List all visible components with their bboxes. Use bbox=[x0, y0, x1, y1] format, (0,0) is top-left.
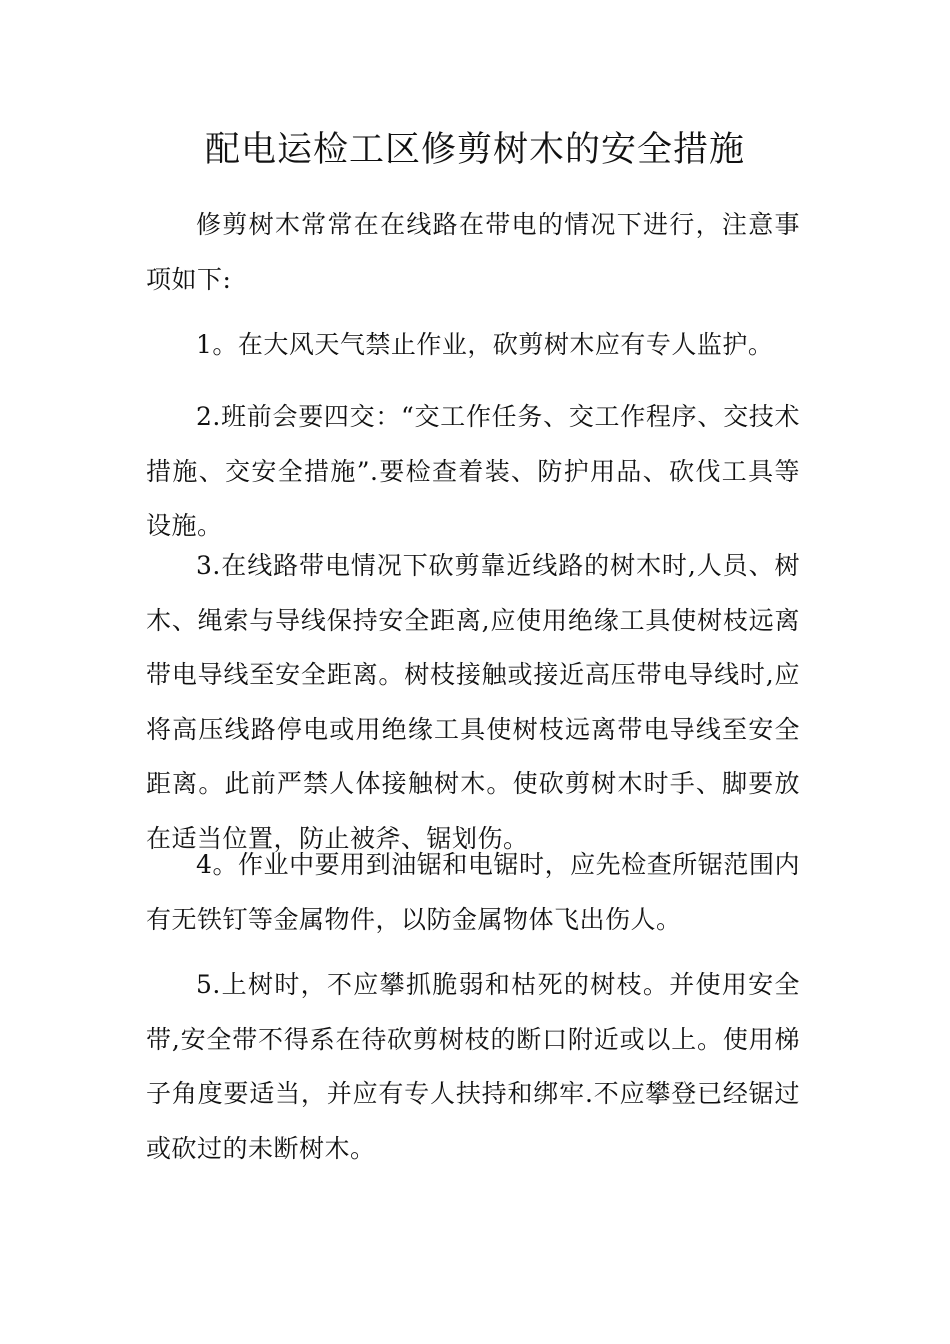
paragraph-item-4: 4。作业中要用到油锯和电锯时，应先检查所锯范围内有无铁钉等金属物件，以防金属物体飞出伤人。 bbox=[146, 850, 800, 934]
paragraph-item-1: 1。在大风天气禁止作业，砍剪树木应有专人监护。 bbox=[196, 330, 774, 359]
paragraph-item-2: 2.班前会要四交：“交工作任务、交工作程序、交技术措施、交安全措施”.要检查着装、防护用品、砍伐工具等设施。 bbox=[146, 402, 800, 540]
paragraph-intro: 修剪树木常常在在线路在带电的情况下进行，注意事项如下: bbox=[146, 210, 800, 294]
paragraph-item-5: 5.上树时，不应攀抓脆弱和枯死的树枝。并使用安全带,安全带不得系在待砍剪树枝的断口附近或以上。使用梯子角度要适当，并应有专人扶持和绑牢.不应攀登已经锯过或砍过的未断树木。 bbox=[146, 970, 800, 1163]
document-title: 配电运检工区修剪树木的安全措施 bbox=[204, 130, 745, 170]
paragraph-item-3: 3.在线路带电情况下砍剪靠近线路的树木时,人员、树木、绳索与导线保持安全距离,应使用绝缘工具使树枝远离带电导线至安全距离。树枝接触或接近高压带电导线时,应将高压线路停电或用绝缘工具使树枝远离带电导线至安全距离。此前严禁人体接触树木。使砍剪树木时手、脚要放在适当位置，防止被斧、锯划伤。 bbox=[146, 551, 800, 853]
